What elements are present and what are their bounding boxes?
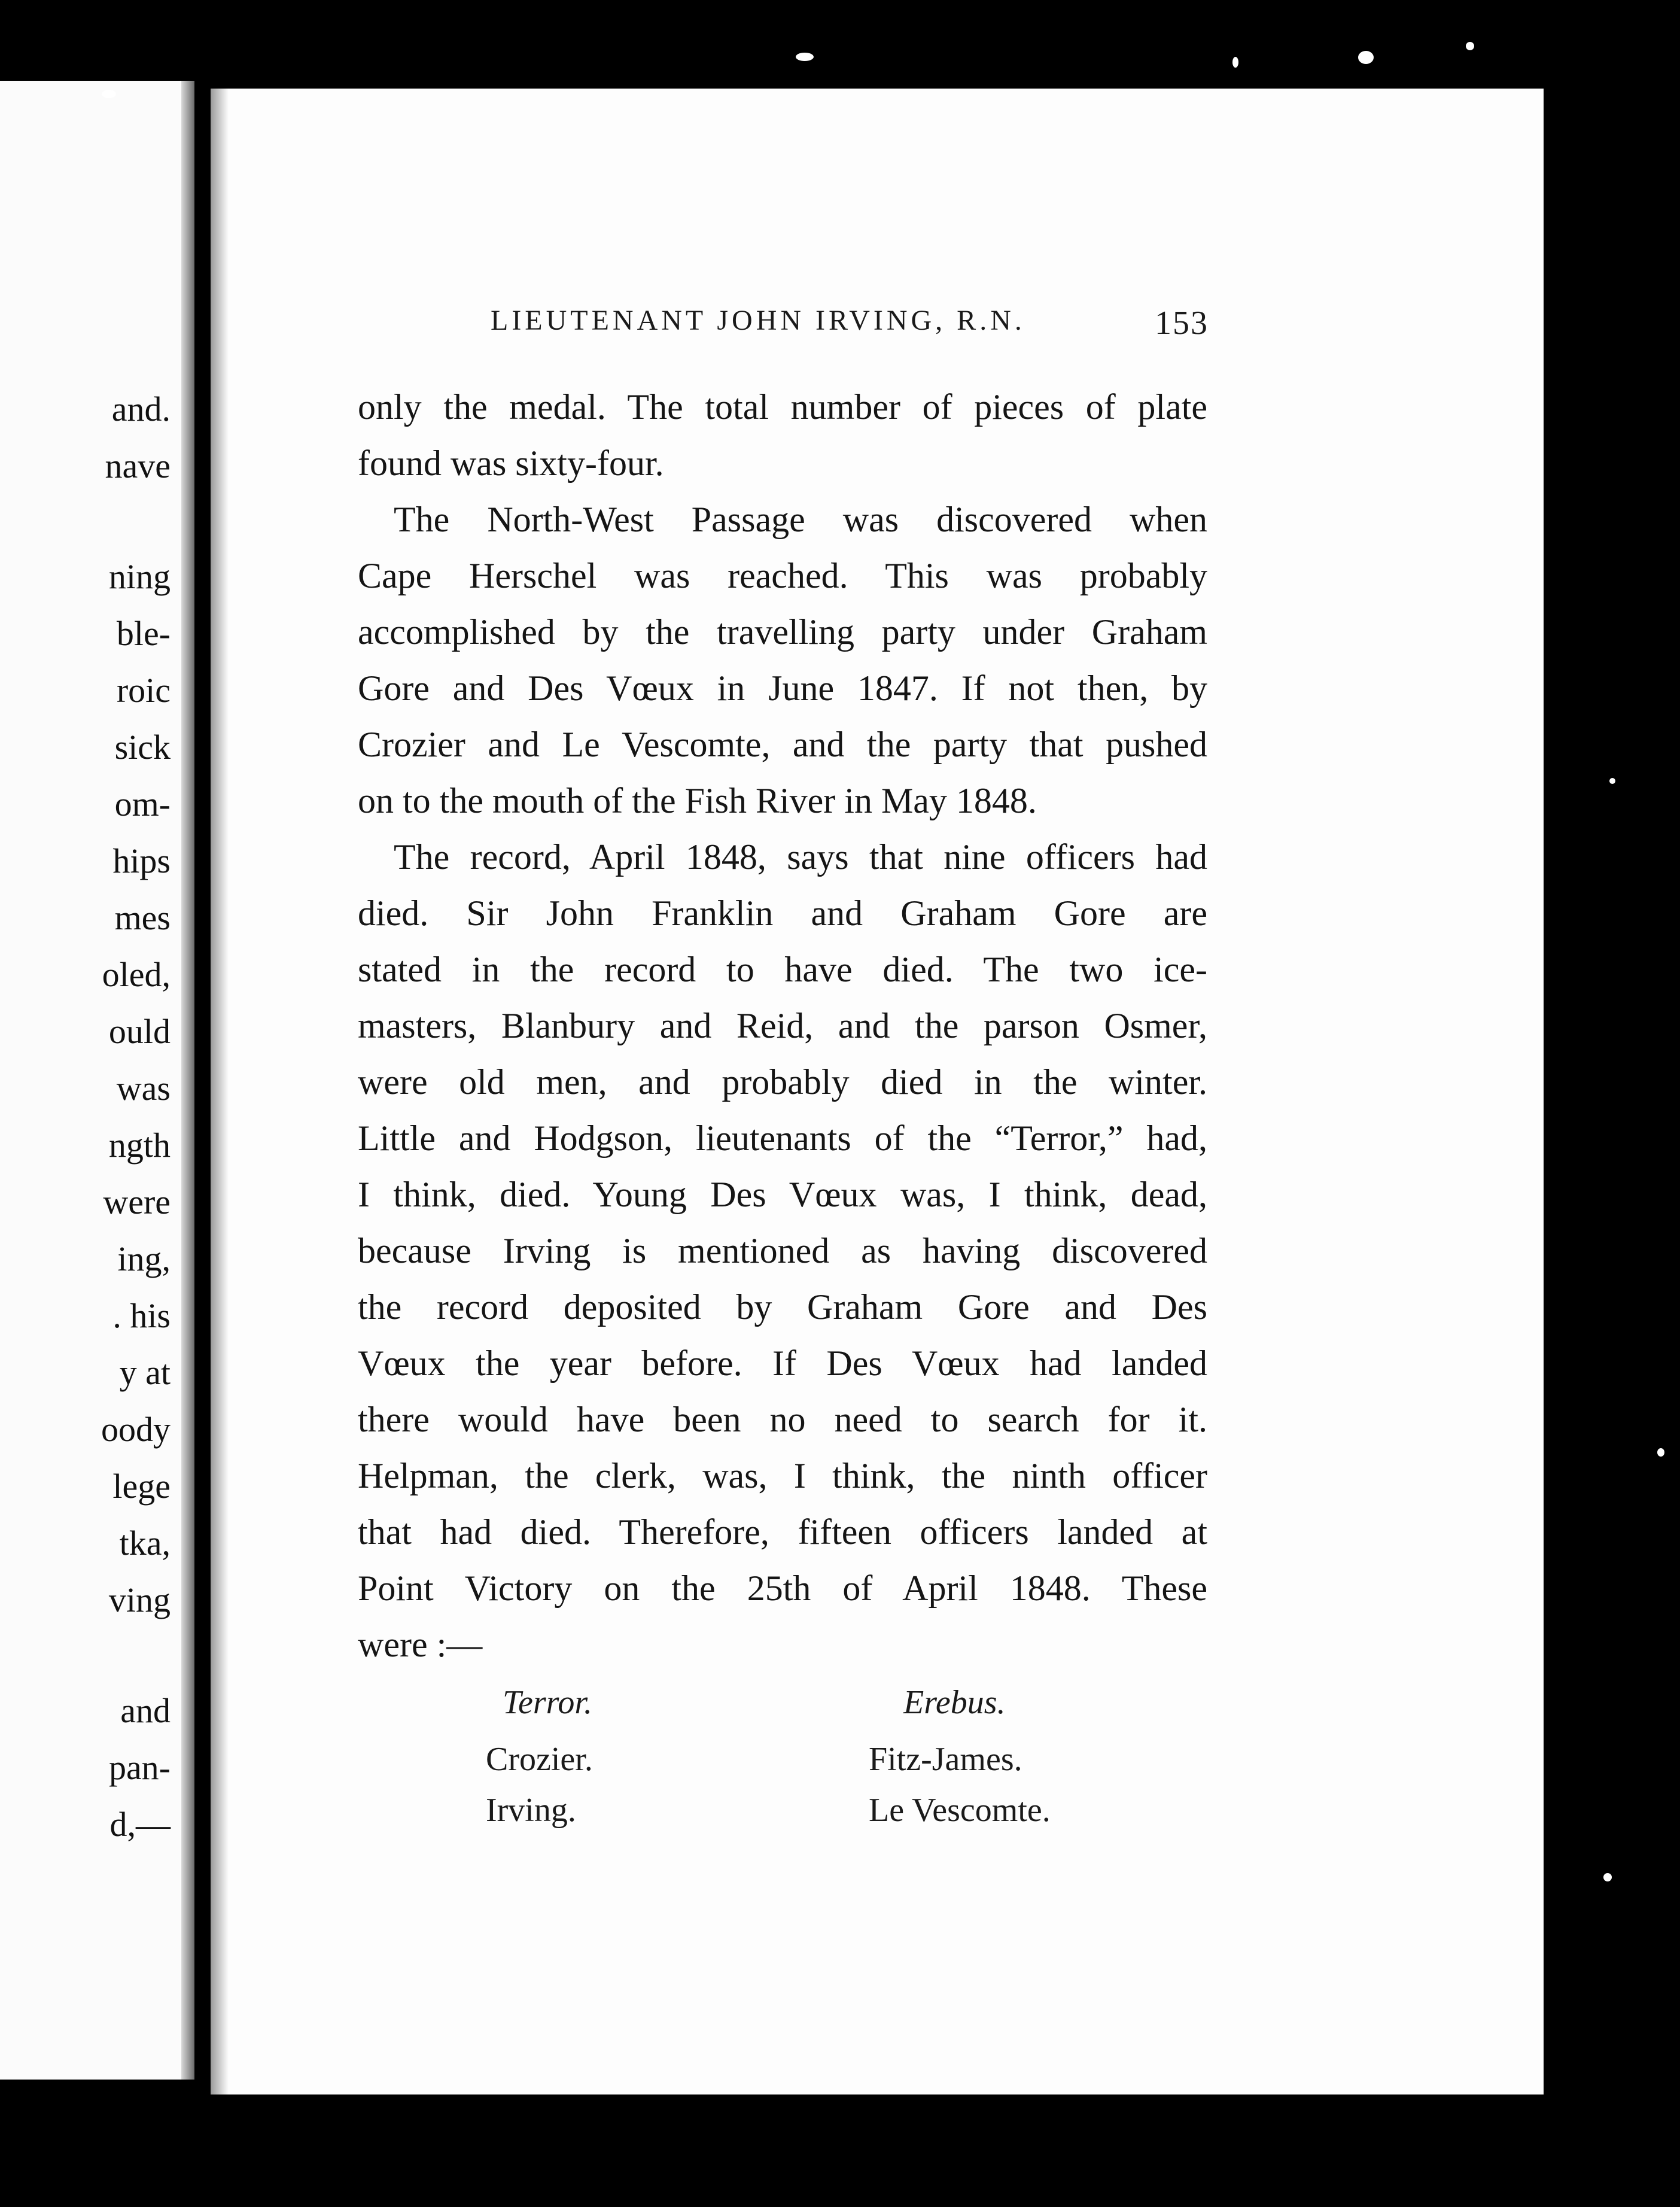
left-line-fragment: y at [119,1353,171,1392]
left-line-fragment: and. [111,390,171,428]
body-line: there would have been no need to search for it. [358,1400,1207,1439]
left-line-fragment: . his [112,1296,171,1335]
terror-officer: Crozier. [486,1741,593,1778]
left-line-fragment: mes [114,898,171,937]
left-line-fragment: roic [116,671,171,710]
page-shadow [211,89,229,2094]
left-line-fragment: ble- [116,614,171,653]
body-line: were old men, and probably died in the winter. [358,1062,1207,1102]
left-line-fragment: ngth [108,1126,171,1165]
terror-column-heading: Terror. [503,1684,592,1721]
scan-speck [1232,57,1238,68]
body-line: were :— [358,1625,483,1664]
left-line-fragment: and [120,1691,171,1730]
left-line-fragment: ving [108,1580,171,1619]
scan-speck [1466,42,1474,50]
left-line-fragment: ould [108,1012,171,1051]
running-head-title: LIEUTENANT JOHN IRVING, R.N. [491,305,1025,336]
body-line: only the medal. The total number of pieces of plate [358,387,1207,427]
erebus-officer: Le Vescomte. [869,1792,1051,1829]
body-line: masters, Blanbury and Reid, and the parson Osmer, [358,1006,1207,1045]
body-line: I think, died. Young Des Vœux was, I think, dead, [358,1175,1207,1214]
body-line: Point Victory on the 25th of April 1848. These [358,1568,1207,1608]
left-facing-page [0,81,194,2080]
body-line: Gore and Des Vœux in June 1847. If not then, by [358,668,1207,708]
scan-speck [1358,51,1374,64]
left-line-fragment: oody [101,1410,171,1449]
left-line-fragment: was [116,1069,171,1108]
left-line-fragment: d,— [109,1805,171,1844]
scan-speck [1657,1448,1664,1457]
body-line: The North-West Passage was discovered when [394,500,1207,539]
erebus-officer: Fitz-James. [869,1741,1022,1778]
left-line-fragment: ning [108,557,171,596]
main-page [211,89,1544,2094]
left-line-fragment: om- [114,785,171,823]
body-line: Cape Herschel was reached. This was probably [358,556,1207,595]
body-line: accomplished by the travelling party under Graham [358,612,1207,652]
left-line-fragment: were [103,1182,171,1221]
left-line-fragment: lege [112,1467,171,1506]
book-gutter [181,81,194,2080]
left-line-fragment: oled, [102,955,171,994]
body-line: stated in the record to have died. The two ice- [358,950,1207,989]
body-line: that had died. Therefore, fifteen officers landed at [358,1512,1207,1552]
page-number: 153 [1155,305,1209,342]
scan-speck [796,53,814,61]
body-line: Little and Hodgson, lieutenants of the “Terror,” had, [358,1118,1207,1158]
erebus-column-heading: Erebus. [903,1684,1006,1721]
body-line: Crozier and Le Vescomte, and the party that pushed [358,725,1207,764]
body-line: died. Sir John Franklin and Graham Gore are [358,893,1207,933]
body-line: Vœux the year before. If Des Vœux had landed [358,1343,1207,1383]
terror-officer: Irving. [486,1792,576,1829]
left-line-fragment: nave [105,446,171,485]
scan-speck [102,90,116,98]
body-line: Helpman, the clerk, was, I think, the ninth officer [358,1456,1207,1495]
body-line: on to the mouth of the Fish River in May 1848. [358,781,1037,820]
left-line-fragment: tka, [119,1524,171,1562]
left-line-fragment: hips [112,841,171,880]
left-line-fragment: pan- [108,1748,171,1787]
body-line: found was sixty-four. [358,443,664,483]
left-line-fragment: sick [114,728,171,767]
body-line: The record, April 1848, says that nine officers had [394,837,1207,877]
left-line-fragment: ing, [117,1239,171,1278]
running-head [491,304,1209,342]
scan-speck [1603,1873,1612,1881]
scan-speck [1609,778,1615,784]
body-line: because Irving is mentioned as having discovered [358,1231,1207,1270]
body-line: the record deposited by Graham Gore and Des [358,1287,1207,1327]
